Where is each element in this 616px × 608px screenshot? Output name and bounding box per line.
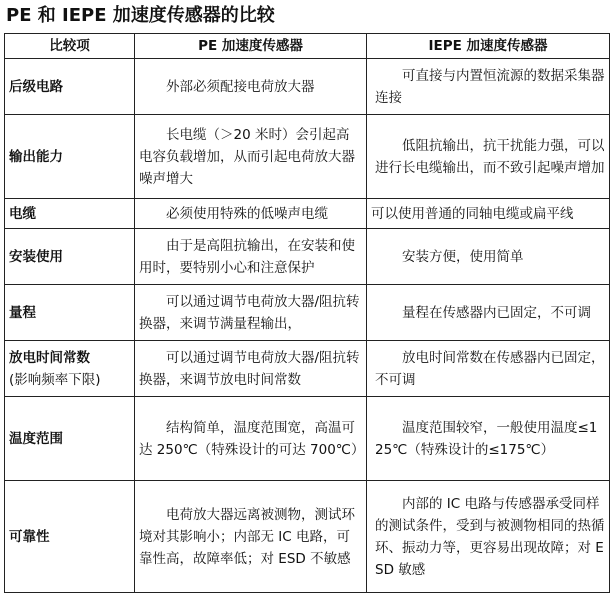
pe-cell: 结构简单，温度范围宽，高温可达 250℃（特殊设计的可达 700℃） bbox=[135, 397, 367, 481]
pe-cell: 长电缆（＞20 米时）会引起高电容负载增加，从而引起电荷放大器噪声增大 bbox=[135, 115, 367, 199]
iepe-cell: 温度范围较窄，一般使用温度≤125℃（特殊设计的≤175℃） bbox=[367, 397, 610, 481]
row-item-label bbox=[5, 229, 135, 285]
pe-cell: 电荷放大器远离被测物，测试环境对其影响小；内部无 IC 电路，可靠性高，故障率低；对 ESD 不敏感 bbox=[135, 481, 367, 593]
iepe-cell: 可以使用普通的同轴电缆或扁平线 bbox=[367, 199, 610, 229]
table-row bbox=[5, 397, 610, 481]
table-header-row bbox=[5, 34, 610, 59]
comparison-table bbox=[4, 33, 610, 593]
row-item-label bbox=[5, 285, 135, 341]
row-item-label bbox=[5, 115, 135, 199]
table-row bbox=[5, 285, 610, 341]
row-item-text: 可靠性 bbox=[9, 528, 50, 545]
table-row bbox=[5, 199, 610, 229]
pe-cell: 由于是高阻抗输出，在安装和使用时，要特别小心和注意保护 bbox=[135, 229, 367, 285]
pe-cell: 外部必须配接电荷放大器 bbox=[135, 59, 367, 115]
table-row bbox=[5, 229, 610, 285]
row-item-text: 放电时间常数 bbox=[9, 349, 90, 366]
row-item-text: 量程 bbox=[9, 304, 36, 321]
document-title: PE 和 IEPE 加速度传感器的比较 bbox=[6, 5, 275, 26]
header-iepe-sensor: IEPE 加速度传感器 bbox=[367, 34, 610, 59]
row-item-text: 后级电路 bbox=[9, 78, 63, 95]
header-comparison-item: 比较项 bbox=[5, 34, 135, 59]
iepe-cell: 低阻抗输出，抗干扰能力强，可以进行长电缆输出，而不致引起噪声增加 bbox=[367, 115, 610, 199]
row-item-text: 电缆 bbox=[9, 205, 36, 222]
row-item-label bbox=[5, 397, 135, 481]
iepe-cell: 可直接与内置恒流源的数据采集器连接 bbox=[367, 59, 610, 115]
pe-cell: 必须使用特殊的低噪声电缆 bbox=[135, 199, 367, 229]
table-row bbox=[5, 341, 610, 397]
header-pe-sensor: PE 加速度传感器 bbox=[135, 34, 367, 59]
row-item-text: 输出能力 bbox=[9, 148, 63, 165]
iepe-cell: 量程在传感器内已固定，不可调 bbox=[367, 285, 610, 341]
row-item-label bbox=[5, 341, 135, 397]
table-row bbox=[5, 115, 610, 199]
iepe-cell: 内部的 IC 电路与传感器承受同样的测试条件，受到与被测物相同的热循环、振动力等，更容易出现故障；对 ESD 敏感 bbox=[367, 481, 610, 593]
row-item-subtext: (影响频率下限) bbox=[9, 371, 101, 388]
iepe-cell: 放电时间常数在传感器内已固定，不可调 bbox=[367, 341, 610, 397]
table-row bbox=[5, 481, 610, 593]
pe-cell: 可以通过调节电荷放大器/阻抗转换器，来调节满量程输出， bbox=[135, 285, 367, 341]
row-item-label bbox=[5, 59, 135, 115]
row-item-text: 温度范围 bbox=[9, 430, 63, 447]
row-item-text: 安装使用 bbox=[9, 248, 63, 265]
table-row bbox=[5, 59, 610, 115]
pe-cell: 可以通过调节电荷放大器/阻抗转换器，来调节放电时间常数 bbox=[135, 341, 367, 397]
row-item-label bbox=[5, 481, 135, 593]
iepe-cell: 安装方便，使用简单 bbox=[367, 229, 610, 285]
row-item-label bbox=[5, 199, 135, 229]
